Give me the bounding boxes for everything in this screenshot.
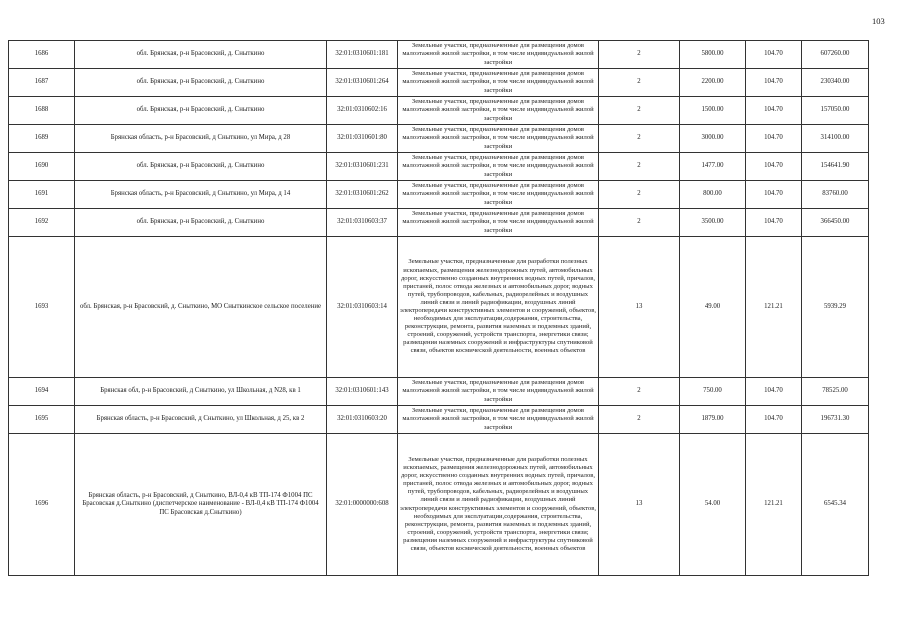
row-number-cell: 1692 xyxy=(9,209,75,237)
cadastral-number-cell: 32:01:0310603:37 xyxy=(327,209,398,237)
table-row xyxy=(9,153,869,181)
area-cell: 1500.00 xyxy=(680,97,746,125)
address-cell: Брянская область, р-н Брасовский, д Сныткино, ул Мира, д 28 xyxy=(75,125,327,153)
row-number-cell: 1690 xyxy=(9,153,75,181)
address-cell: Брянская область, р-н Брасовский, д Сныткино, ВЛ-0,4 кВ ТП-174 Ф1004 ПС Брасовская д.Сныткино (диспетчерское наименование - ВЛ-0,4 кВ ТП-174 Ф1004 ПС Брасовская д.Сныткино) xyxy=(75,434,327,576)
cadastral-number-cell: 32:01:0310603:20 xyxy=(327,406,398,434)
cadastral-value-cell: 6545.34 xyxy=(802,434,869,576)
table-row xyxy=(9,209,869,237)
page-number: 103 xyxy=(872,16,885,26)
address-cell: обл. Брянская, р-н Брасовский, д. Сныткино xyxy=(75,153,327,181)
area-cell: 800.00 xyxy=(680,181,746,209)
address-cell: Брянская область, р-н Брасовский, д Сныткино, ул Школьная, д 25, кв 2 xyxy=(75,406,327,434)
cadastral-value-cell: 157050.00 xyxy=(802,97,869,125)
group-number-cell: 2 xyxy=(599,125,680,153)
specific-value-cell: 104.70 xyxy=(746,378,802,406)
cadastral-number-cell: 32:01:0310601:80 xyxy=(327,125,398,153)
cadastral-number-cell: 32:01:0310603:14 xyxy=(327,237,398,378)
land-purpose-cell: Земельные участки, предназначенные для размещения домов малоэтажной жилой застройки, в том числе индивидуальной жилой застройки xyxy=(398,406,599,434)
land-purpose-cell: Земельные участки, предназначенные для размещения домов малоэтажной жилой застройки, в том числе индивидуальной жилой застройки xyxy=(398,97,599,125)
row-number-cell: 1686 xyxy=(9,41,75,69)
land-purpose-cell: Земельные участки, предназначенные для размещения домов малоэтажной жилой застройки, в том числе индивидуальной жилой застройки xyxy=(398,181,599,209)
table-row xyxy=(9,97,869,125)
specific-value-cell: 104.70 xyxy=(746,69,802,97)
specific-value-cell: 121.21 xyxy=(746,237,802,378)
cadastral-value-cell: 154641.90 xyxy=(802,153,869,181)
cadastral-number-cell: 32:01:0310602:16 xyxy=(327,97,398,125)
group-number-cell: 2 xyxy=(599,181,680,209)
row-number-cell: 1689 xyxy=(9,125,75,153)
cadastral-value-cell: 314100.00 xyxy=(802,125,869,153)
table-row xyxy=(9,406,869,434)
cadastral-number-cell: 32:01:0310601:181 xyxy=(327,41,398,69)
cadastral-value-cell: 366450.00 xyxy=(802,209,869,237)
table-body xyxy=(9,41,869,576)
cadastral-value-cell: 5939.29 xyxy=(802,237,869,378)
land-purpose-cell: Земельные участки, предназначенные для размещения домов малоэтажной жилой застройки, в том числе индивидуальной жилой застройки xyxy=(398,209,599,237)
table-row xyxy=(9,434,869,576)
cadastral-value-cell: 196731.30 xyxy=(802,406,869,434)
land-purpose-cell: Земельные участки, предназначенные для размещения домов малоэтажной жилой застройки, в том числе индивидуальной жилой застройки xyxy=(398,69,599,97)
area-cell: 54.00 xyxy=(680,434,746,576)
group-number-cell: 2 xyxy=(599,41,680,69)
cadastral-number-cell: 32:01:0310601:262 xyxy=(327,181,398,209)
specific-value-cell: 104.70 xyxy=(746,125,802,153)
row-number-cell: 1693 xyxy=(9,237,75,378)
specific-value-cell: 104.70 xyxy=(746,41,802,69)
group-number-cell: 2 xyxy=(599,209,680,237)
land-purpose-cell: Земельные участки, предназначенные для размещения домов малоэтажной жилой застройки, в том числе индивидуальной жилой застройки xyxy=(398,125,599,153)
row-number-cell: 1687 xyxy=(9,69,75,97)
group-number-cell: 2 xyxy=(599,97,680,125)
land-purpose-cell: Земельные участки, предназначенные для размещения домов малоэтажной жилой застройки, в том числе индивидуальной жилой застройки xyxy=(398,378,599,406)
land-purpose-cell: Земельные участки, предназначенные для разработки полезных ископаемых, размещения железнодорожных путей, автомобильных дорог, искусственно созданных внутренних водных путей, причалов, пристаней, полос отвода железных и автомобильных дорог, водных путей, трубопроводов, кабельных, радиорелейных и воздушных линий связи и линий радиофикации, воздушных линий электропередачи конструктивных элементов и сооружений, объектов, необходимых для эксплуатации,содержания, строительства, реконструкции, ремонта, развития наземных и подземных зданий, строений, сооружений, устройств транспорта, энергетики связи; размещения наземных сооружений и инфраструктуры спутниковой связи, объектов космической деятельности, военных объектов xyxy=(398,434,599,576)
address-cell: обл. Брянская, р-н Брасовский, д. Сныткино xyxy=(75,209,327,237)
cadastral-value-table xyxy=(8,40,869,576)
group-number-cell: 2 xyxy=(599,406,680,434)
specific-value-cell: 104.70 xyxy=(746,181,802,209)
row-number-cell: 1688 xyxy=(9,97,75,125)
table-row xyxy=(9,69,869,97)
row-number-cell: 1694 xyxy=(9,378,75,406)
cadastral-number-cell: 32:01:0000000:608 xyxy=(327,434,398,576)
area-cell: 3000.00 xyxy=(680,125,746,153)
group-number-cell: 2 xyxy=(599,69,680,97)
area-cell: 3500.00 xyxy=(680,209,746,237)
area-cell: 5800.00 xyxy=(680,41,746,69)
table-row xyxy=(9,378,869,406)
row-number-cell: 1691 xyxy=(9,181,75,209)
cadastral-value-cell: 83760.00 xyxy=(802,181,869,209)
row-number-cell: 1696 xyxy=(9,434,75,576)
table-row xyxy=(9,237,869,378)
land-purpose-cell: Земельные участки, предназначенные для размещения домов малоэтажной жилой застройки, в том числе индивидуальной жилой застройки xyxy=(398,41,599,69)
area-cell: 49.00 xyxy=(680,237,746,378)
address-cell: Брянская область, р-н Брасовский, д Сныткино, ул Мира, д 14 xyxy=(75,181,327,209)
cadastral-value-cell: 78525.00 xyxy=(802,378,869,406)
address-cell: обл. Брянская, р-н Брасовский, д. Сныткино xyxy=(75,69,327,97)
cadastral-value-cell: 230340.00 xyxy=(802,69,869,97)
group-number-cell: 2 xyxy=(599,378,680,406)
address-cell: Брянская обл, р-н Брасовский, д Сныткино, ул Школьная, д N28, кв 1 xyxy=(75,378,327,406)
specific-value-cell: 104.70 xyxy=(746,153,802,181)
address-cell: обл. Брянская, р-н Брасовский, д. Сныткино, МО Сныткинское сельское поселение xyxy=(75,237,327,378)
specific-value-cell: 104.70 xyxy=(746,209,802,237)
land-purpose-cell: Земельные участки, предназначенные для размещения домов малоэтажной жилой застройки, в том числе индивидуальной жилой застройки xyxy=(398,153,599,181)
group-number-cell: 13 xyxy=(599,434,680,576)
group-number-cell: 13 xyxy=(599,237,680,378)
cadastral-number-cell: 32:01:0310601:143 xyxy=(327,378,398,406)
area-cell: 1477.00 xyxy=(680,153,746,181)
cadastral-number-cell: 32:01:0310601:264 xyxy=(327,69,398,97)
area-cell: 1879.00 xyxy=(680,406,746,434)
address-cell: обл. Брянская, р-н Брасовский, д. Сныткино xyxy=(75,97,327,125)
table-row xyxy=(9,125,869,153)
row-number-cell: 1695 xyxy=(9,406,75,434)
table-row xyxy=(9,181,869,209)
specific-value-cell: 104.70 xyxy=(746,406,802,434)
specific-value-cell: 121.21 xyxy=(746,434,802,576)
land-purpose-cell: Земельные участки, предназначенные для разработки полезных ископаемых, размещения железнодорожных путей, автомобильных дорог, искусственно созданных внутренних водных путей, причалов, пристаней, полос отвода железных и автомобильных дорог, водных путей, трубопроводов, кабельных, радиорелейных и воздушных линий связи и линий радиофикации, воздушных линий электропередачи конструктивных элементов и сооружений, объектов, необходимых для эксплуатации,содержания, строительства, реконструкции, ремонта, развития наземных и подземных зданий, строений, сооружений, устройств транспорта, энергетики связи; размещения наземных сооружений и инфраструктуры спутниковой связи, объектов космической деятельности, военных объектов xyxy=(398,237,599,378)
area-cell: 750.00 xyxy=(680,378,746,406)
group-number-cell: 2 xyxy=(599,153,680,181)
cadastral-value-cell: 607260.00 xyxy=(802,41,869,69)
table-row xyxy=(9,41,869,69)
address-cell: обл. Брянская, р-н Брасовский, д. Сныткино xyxy=(75,41,327,69)
specific-value-cell: 104.70 xyxy=(746,97,802,125)
area-cell: 2200.00 xyxy=(680,69,746,97)
cadastral-number-cell: 32:01:0310601:231 xyxy=(327,153,398,181)
